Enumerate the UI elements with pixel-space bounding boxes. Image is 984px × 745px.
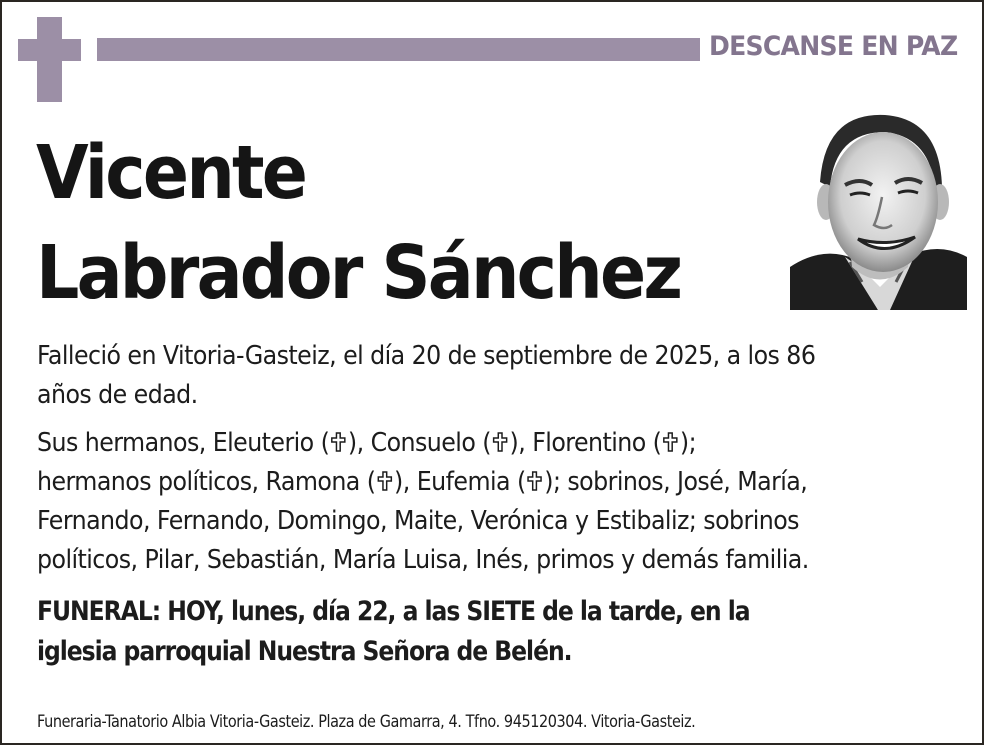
death-notice-line: años de edad.: [37, 380, 198, 410]
death-notice-line: Falleció en Vitoria-Gasteiz, el día 20 de septiembre de 2025, a los 86: [37, 341, 816, 371]
family-line: [37, 463, 902, 502]
family-text: Sus hermanos, Eleuterio (: [37, 428, 330, 458]
portrait-photo: [790, 107, 967, 310]
funeral-line: FUNERAL: HOY, lunes, día 22, a las SIETE de la tarde, en la: [37, 596, 750, 627]
deceased-first-name: Vicente: [36, 130, 306, 216]
family-text: ), Consuelo (: [347, 428, 491, 458]
family-list: [37, 424, 967, 580]
deceased-cross-icon: [376, 470, 393, 492]
header-label: DESCANSE EN PAZ: [709, 31, 958, 62]
family-line: Fernando, Fernando, Domingo, Maite, Verónica y Estibaliz; sobrinos: [37, 506, 799, 536]
family-text: ), Eufemia (: [394, 467, 526, 497]
latin-cross-icon-arm: [18, 39, 81, 61]
deceased-cross-icon: [662, 431, 679, 453]
family-text: ); sobrinos, José, María,: [544, 467, 808, 497]
death-notice: [37, 337, 967, 415]
header-rule: [97, 38, 700, 61]
family-line: políticos, Pilar, Sebastián, María Luisa, Inés, primos y demás familia.: [37, 545, 809, 575]
deceased-cross-icon: [330, 431, 347, 453]
funeral-details: [37, 592, 967, 672]
deceased-cross-icon: [492, 431, 509, 453]
family-text: );: [679, 428, 697, 458]
deceased-surnames: Labrador Sánchez: [36, 230, 681, 316]
family-text: hermanos políticos, Ramona (: [37, 467, 376, 497]
funeral-home-info: Funeraria-Tanatorio Albia Vitoria-Gasteiz. Plaza de Gamarra, 4. Tfno. 945120304. Vitoria-Gasteiz.: [37, 712, 696, 732]
deceased-cross-icon: [527, 470, 544, 492]
family-text: ), Florentino (: [509, 428, 662, 458]
funeral-line: iglesia parroquial Nuestra Señora de Belén.: [37, 636, 572, 667]
family-line: [37, 424, 902, 463]
